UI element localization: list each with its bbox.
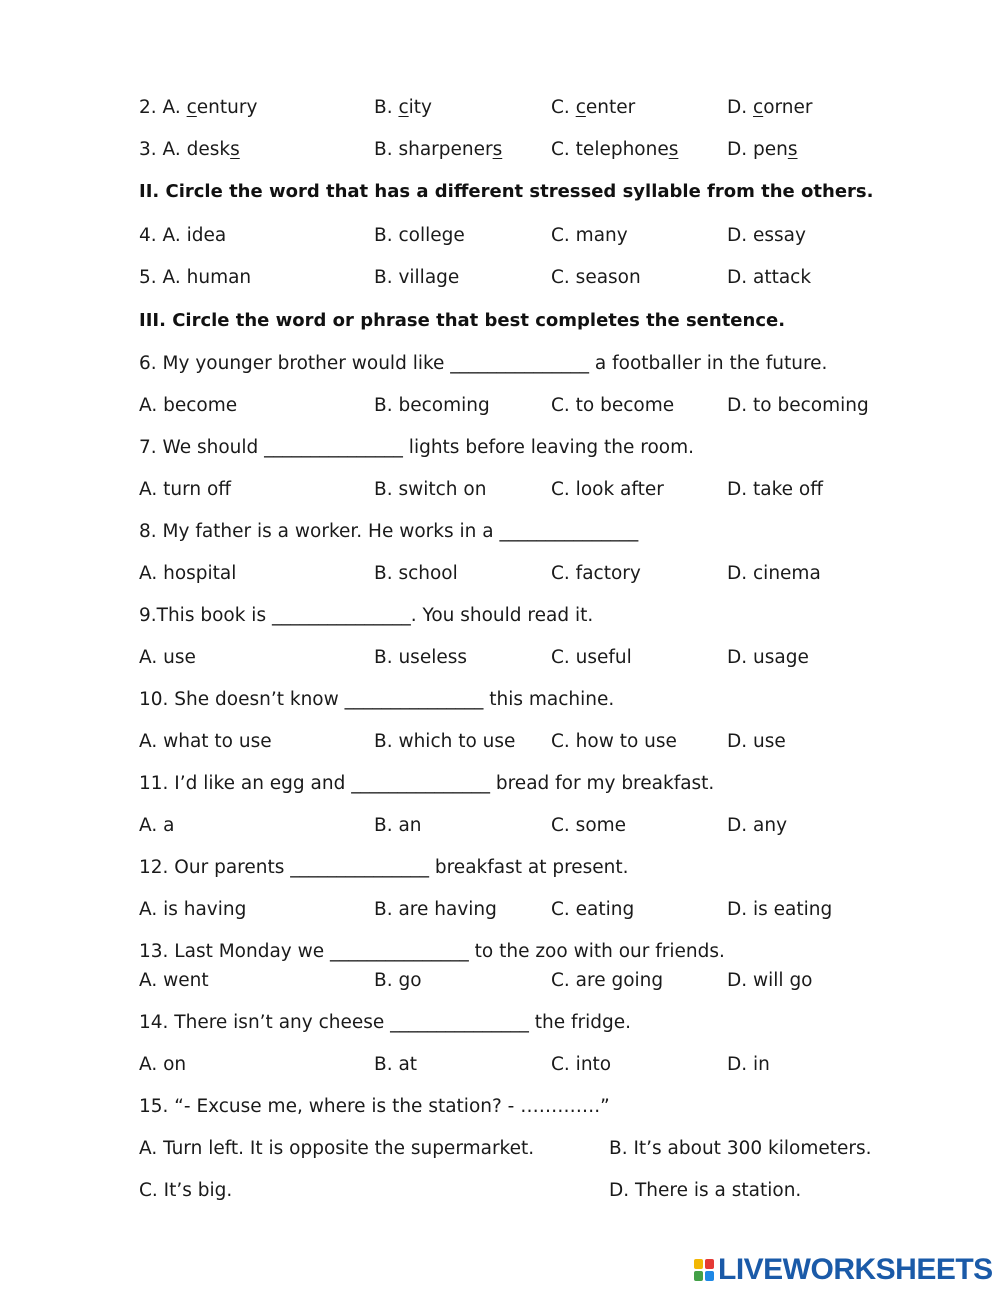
option-3b[interactable]: B. sharpeners (374, 139, 503, 160)
option-15a[interactable]: A. Turn left. It is opposite the supermarket. (139, 1138, 535, 1159)
question-6-text: 6. My younger brother would like _______________ a footballer in the future. (139, 353, 828, 374)
option-6c[interactable]: C. to become (551, 395, 675, 416)
option-11c[interactable]: C. some (551, 815, 627, 836)
option-10b[interactable]: B. which to use (374, 731, 516, 752)
question-13-text: 13. Last Monday we _______________ to the zoo with our friends. (139, 941, 725, 962)
option-12c[interactable]: C. eating (551, 899, 635, 920)
liveworksheets-logo-text: LIVEWORKSHEETS (718, 1253, 993, 1286)
question-11-text: 11. I’d like an egg and _______________ bread for my breakfast. (139, 773, 715, 794)
option-7a[interactable]: A. turn off (139, 479, 232, 500)
option-3d[interactable]: D. pens (727, 139, 798, 160)
option-14d[interactable]: D. in (727, 1054, 770, 1075)
option-10d[interactable]: D. use (727, 731, 786, 752)
option-3a[interactable]: 3. A. desks (139, 139, 240, 160)
question-12-text: 12. Our parents _______________ breakfast at present. (139, 857, 629, 878)
liveworksheets-logo-icon (693, 1258, 715, 1282)
option-2c[interactable]: C. center (551, 97, 636, 118)
option-8d[interactable]: D. cinema (727, 563, 821, 584)
option-5d[interactable]: D. attack (727, 267, 812, 288)
liveworksheets-logo[interactable] (693, 1254, 993, 1286)
section-2-heading: II. Circle the word that has a different stressed syllable from the others. (139, 181, 874, 202)
option-13a[interactable]: A. went (139, 970, 209, 991)
option-13b[interactable]: B. go (374, 970, 422, 991)
option-14a[interactable]: A. on (139, 1054, 187, 1075)
option-4b[interactable]: B. college (374, 225, 465, 246)
option-4a[interactable]: 4. A. idea (139, 225, 227, 246)
option-4d[interactable]: D. essay (727, 225, 806, 246)
option-5a[interactable]: 5. A. human (139, 267, 252, 288)
option-7b[interactable]: B. switch on (374, 479, 487, 500)
option-13c[interactable]: C. are going (551, 970, 664, 991)
question-15-text: 15. “- Excuse me, where is the station? - ………….” (139, 1096, 610, 1117)
option-9b[interactable]: B. useless (374, 647, 467, 668)
option-8c[interactable]: C. factory (551, 563, 641, 584)
option-15b[interactable]: B. It’s about 300 kilometers. (609, 1138, 872, 1159)
option-13d[interactable]: D. will go (727, 970, 813, 991)
option-14c[interactable]: C. into (551, 1054, 612, 1075)
option-2d[interactable]: D. corner (727, 97, 813, 118)
question-9-text: 9.This book is _______________. You should read it. (139, 605, 594, 626)
option-9a[interactable]: A. use (139, 647, 196, 668)
option-8a[interactable]: A. hospital (139, 563, 237, 584)
option-10a[interactable]: A. what to use (139, 731, 272, 752)
option-6a[interactable]: A. become (139, 395, 238, 416)
question-10-text: 10. She doesn’t know _______________ this machine. (139, 689, 615, 710)
section-3-heading: III. Circle the word or phrase that best completes the sentence. (139, 310, 786, 331)
option-2b[interactable]: B. city (374, 97, 432, 118)
option-5c[interactable]: C. season (551, 267, 641, 288)
logo-square-3 (694, 1271, 703, 1281)
option-11b[interactable]: B. an (374, 815, 422, 836)
option-14b[interactable]: B. at (374, 1054, 418, 1075)
option-5b[interactable]: B. village (374, 267, 460, 288)
question-8-text: 8. My father is a worker. He works in a _______________ (139, 521, 639, 542)
option-3c[interactable]: C. telephones (551, 139, 679, 160)
option-10c[interactable]: C. how to use (551, 731, 677, 752)
logo-square-4 (705, 1271, 714, 1281)
option-9d[interactable]: D. usage (727, 647, 809, 668)
option-11a[interactable]: A. a (139, 815, 175, 836)
logo-square-2 (705, 1259, 714, 1269)
option-2a[interactable]: 2. A. century (139, 97, 258, 118)
option-7c[interactable]: C. look after (551, 479, 664, 500)
logo-square-1 (694, 1259, 703, 1269)
option-9c[interactable]: C. useful (551, 647, 632, 668)
option-15d[interactable]: D. There is a station. (609, 1180, 802, 1201)
option-4c[interactable]: C. many (551, 225, 628, 246)
option-12b[interactable]: B. are having (374, 899, 497, 920)
question-14-text: 14. There isn’t any cheese _______________ the fridge. (139, 1012, 632, 1033)
option-11d[interactable]: D. any (727, 815, 788, 836)
option-8b[interactable]: B. school (374, 563, 458, 584)
option-12a[interactable]: A. is having (139, 899, 247, 920)
option-6b[interactable]: B. becoming (374, 395, 490, 416)
option-15c[interactable]: C. It’s big. (139, 1180, 233, 1201)
option-7d[interactable]: D. take off (727, 479, 823, 500)
option-6d[interactable]: D. to becoming (727, 395, 869, 416)
question-7-text: 7. We should _______________ lights before leaving the room. (139, 437, 695, 458)
option-12d[interactable]: D. is eating (727, 899, 833, 920)
